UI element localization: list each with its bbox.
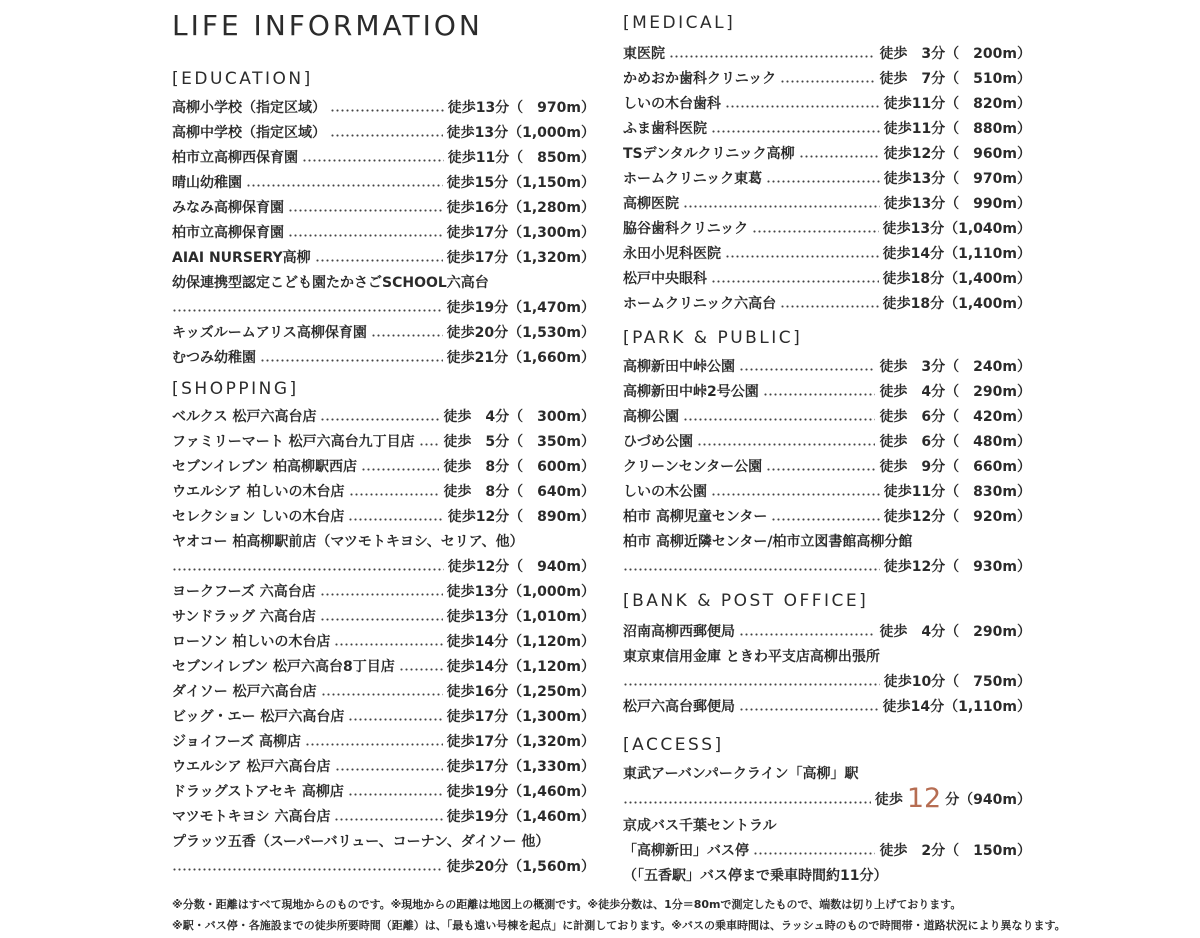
list-item: 東医院 徒歩 3分（ 200m） (623, 45, 1031, 62)
shopping-list (172, 403, 595, 878)
list-item: 沼南高柳西郵便局 徒歩 4分（ 290m） (623, 623, 1031, 640)
list-item-name: 幼保連携型認定こども園たかさごSCHOOL六高台 (172, 274, 489, 291)
list-item: しいの木台歯科 徒歩11分（ 820m） (623, 95, 1031, 112)
list-item: セブンイレブン 松戸六高台8丁目店 徒歩14分（1,120m） (172, 658, 595, 675)
list-item: TSデンタルクリニック高柳 徒歩12分（ 960m） (623, 145, 1031, 162)
bus-note: （「五香駅」バス停まで乗車時間約11分） (623, 867, 888, 884)
list-item: ベルクス 松戸六高台店 徒歩 4分（ 300m） (172, 408, 595, 425)
list-item: 高柳公園 徒歩 6分（ 420m） (623, 408, 1031, 425)
list-item: ウエルシア 柏しいの木台店 徒歩 8分（ 640m） (172, 483, 595, 500)
list-item: クリーンセンター公園 徒歩 9分（ 660m） (623, 458, 1031, 475)
access-list (623, 760, 1031, 887)
list-item: 柏市 高柳児童センター 徒歩12分（ 920m） (623, 508, 1031, 525)
list-item: ジョイフーズ 高柳店 徒歩17分（1,320m） (172, 733, 595, 750)
station-name: 東武アーバンパークライン「高柳」駅 (623, 765, 859, 782)
station-time: 徒歩 12 分（940m） (623, 785, 1031, 812)
access-heading: [ACCESS] (623, 735, 724, 755)
footnote: ※駅・バス停・各施設までの徒歩所要時間（距離）は、「最も遠い号棟を起点」に計測しております。※バスの乗車時間は、ラッシュ時のもので時間帯・道路状況により異なります。 (172, 919, 1066, 932)
list-item: ふま歯科医院 徒歩11分（ 880m） (623, 120, 1031, 137)
list-item: ウエルシア 松戸六高台店 徒歩17分（1,330m） (172, 758, 595, 775)
list-item: ダイソー 松戸六高台店 徒歩16分（1,250m） (172, 683, 595, 700)
list-item: ホームクリニック東葛 徒歩13分（ 970m） (623, 170, 1031, 187)
park-list (623, 353, 1031, 578)
list-item-name: プラッツ五香（スーパーバリュー、コーナン、ダイソー 他） (172, 833, 550, 850)
list-item: 高柳中学校（指定区域） 徒歩13分（1,000m） (172, 124, 595, 141)
bus-company: 京成バス千葉セントラル (623, 817, 777, 834)
list-item-name: 東京東信用金庫 ときわ平支店高柳出張所 (623, 648, 880, 665)
list-item: ひづめ公園 徒歩 6分（ 480m） (623, 433, 1031, 450)
list-item-time: 徒歩19分（1,470m） (172, 294, 595, 319)
list-item: 永田小児科医院 徒歩14分（1,110m） (623, 245, 1031, 262)
list-item: みなみ高柳保育園 徒歩16分（1,280m） (172, 199, 595, 216)
page-title: LIFE INFORMATION (172, 9, 483, 42)
shopping-heading: [SHOPPING] (172, 379, 299, 399)
list-item: ファミリーマート 松戸六高台九丁目店 徒歩 5分（ 350m） (172, 433, 595, 450)
list-item: 晴山幼稚園 徒歩15分（1,150m） (172, 174, 595, 191)
list-item: AIAI NURSERY高柳 徒歩17分（1,320m） (172, 249, 595, 266)
medical-heading: [MEDICAL] (623, 13, 736, 33)
list-item: かめおか歯科クリニック 徒歩 7分（ 510m） (623, 70, 1031, 87)
education-list (172, 94, 595, 369)
list-item-time: 徒歩10分（ 750m） (623, 668, 1031, 693)
list-item: サンドラッグ 六高台店 徒歩13分（1,010m） (172, 608, 595, 625)
list-item-name: 柏市 高柳近隣センター/柏市立図書館高柳分館 (623, 533, 913, 550)
list-item: ドラッグストアセキ 高柳店 徒歩19分（1,460m） (172, 783, 595, 800)
list-item: 脇谷歯科クリニック 徒歩13分（1,040m） (623, 220, 1031, 237)
list-item-name: ヤオコー 柏高柳駅前店（マツモトキヨシ、セリア、他） (172, 533, 524, 550)
list-item-time: 徒歩12分（ 930m） (623, 553, 1031, 578)
list-item: 柏市立高柳西保育園 徒歩11分（ 850m） (172, 149, 595, 166)
list-item: しいの木公園 徒歩11分（ 830m） (623, 483, 1031, 500)
list-item: 松戸中央眼科 徒歩18分（1,400m） (623, 270, 1031, 287)
right-column (623, 0, 1031, 887)
list-item: セレクション しいの木台店 徒歩12分（ 890m） (172, 508, 595, 525)
list-item: ホームクリニック六高台 徒歩18分（1,400m） (623, 295, 1031, 312)
list-item: むつみ幼稚園 徒歩21分（1,660m） (172, 349, 595, 366)
footnote: ※分数・距離はすべて現地からのものです。※現地からの距離は地図上の概測です。※徒歩分数は、1分＝80mで測定したもので、端数は切り上げております。 (172, 898, 962, 911)
list-item: セブンイレブン 柏高柳駅西店 徒歩 8分（ 600m） (172, 458, 595, 475)
list-item: ローソン 柏しいの木台店 徒歩14分（1,120m） (172, 633, 595, 650)
list-item: ヨークフーズ 六高台店 徒歩13分（1,000m） (172, 583, 595, 600)
park-heading: [PARK & PUBLIC] (623, 328, 803, 348)
list-item-time: 徒歩12分（ 940m） (172, 553, 595, 578)
list-item-time: 徒歩20分（1,560m） (172, 853, 595, 878)
education-heading: [EDUCATION] (172, 69, 313, 89)
station-minutes: 12 (906, 783, 942, 814)
bank-heading: [BANK & POST OFFICE] (623, 591, 869, 611)
list-item: 高柳医院 徒歩13分（ 990m） (623, 195, 1031, 212)
list-item: 柏市立高柳保育園 徒歩17分（1,300m） (172, 224, 595, 241)
list-item: 高柳新田中峠公園 徒歩 3分（ 240m） (623, 358, 1031, 375)
left-column (172, 0, 595, 878)
medical-list (623, 40, 1031, 315)
list-item: マツモトキヨシ 六高台店 徒歩19分（1,460m） (172, 808, 595, 825)
list-item: 「高柳新田」バス停 徒歩 2分（ 150m） (623, 842, 1031, 859)
bank-list (623, 618, 1031, 718)
list-item: キッズルームアリス高柳保育園 徒歩20分（1,530m） (172, 324, 595, 341)
list-item: 高柳小学校（指定区域） 徒歩13分（ 970m） (172, 99, 595, 116)
list-item: 高柳新田中峠2号公園 徒歩 4分（ 290m） (623, 383, 1031, 400)
footnotes (172, 894, 1192, 936)
list-item: ビッグ・エー 松戸六高台店 徒歩17分（1,300m） (172, 708, 595, 725)
list-item: 松戸六高台郵便局 徒歩14分（1,110m） (623, 698, 1031, 715)
